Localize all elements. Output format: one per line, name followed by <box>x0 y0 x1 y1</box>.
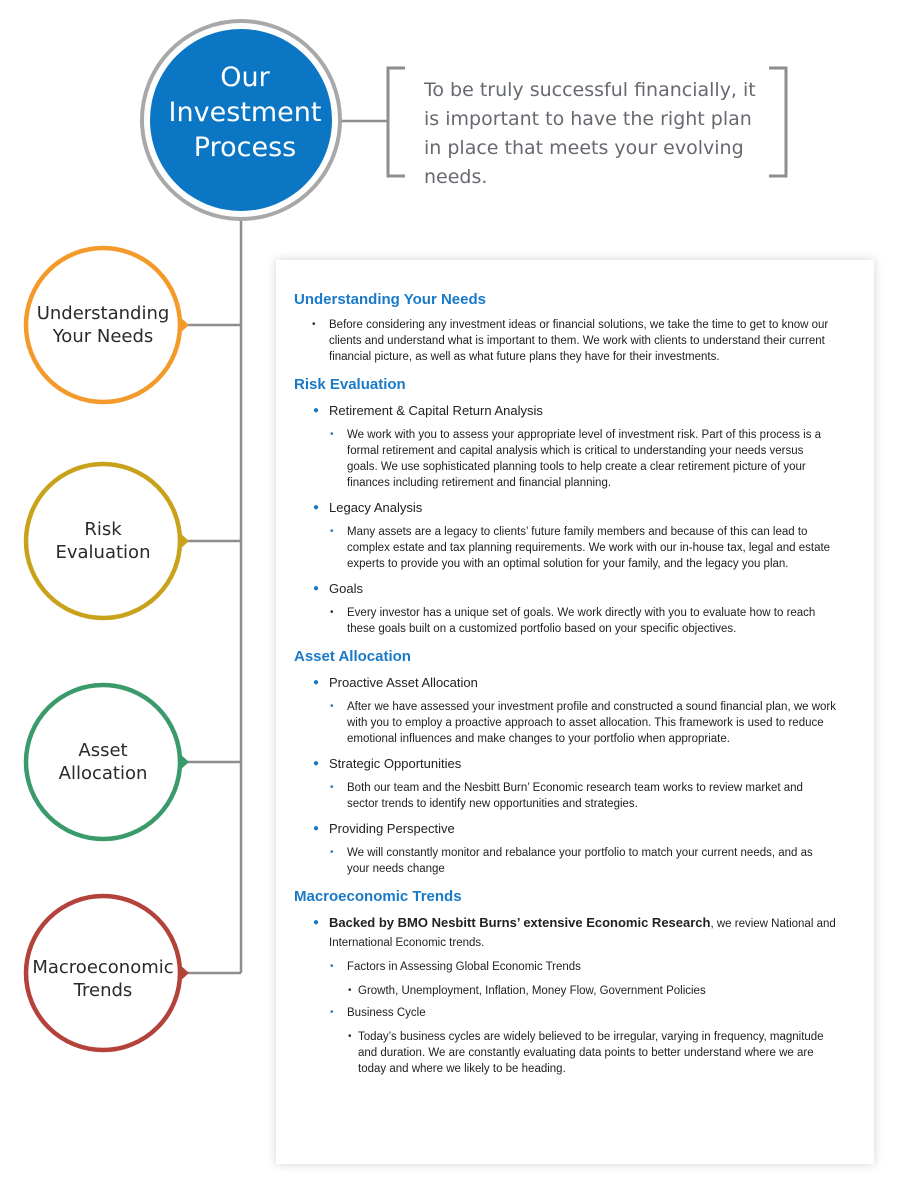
paragraph-text: We work with you to assess your appropriate level of investment risk. Part of this process is a formal retirement and capital analysis which is critical to understanding your needs versus goals. We use sophisticated planning tools to help create a clear retirement picture of your finances including retirement and financial planning. <box>347 429 822 489</box>
paragraph-text: Every investor has a unique set of goals. We work directly with you to evaluate how to reach these goals built on a customized portfolio based on your specific objectives. <box>347 607 816 635</box>
bullet-icon: ● <box>313 823 320 834</box>
content-panel <box>276 260 874 1164</box>
heading-text: Legacy Analysis <box>329 500 423 515</box>
stage-label-4-line-1: Macroeconomic <box>32 957 174 978</box>
nested-paragraph <box>294 1029 836 1077</box>
section-title: Risk Evaluation <box>294 376 406 393</box>
stage-label-1-line-2: Your Needs <box>52 326 154 347</box>
bullet-icon: • <box>330 526 334 537</box>
heading-text: Retirement & Capital Return Analysis <box>329 403 543 418</box>
subsection-paragraph <box>294 427 836 491</box>
section-paragraph <box>294 317 836 365</box>
bullet-icon: • <box>330 429 334 440</box>
item-text: Business Cycle <box>347 1007 426 1019</box>
heading-text: Goals <box>329 581 363 596</box>
section-risk <box>294 375 836 637</box>
subsection-heading <box>294 499 836 517</box>
bullet-icon: ● <box>313 502 320 513</box>
quote-bracket-left <box>388 68 405 176</box>
stage-label-2-line-2: Evaluation <box>55 542 151 563</box>
section-macro <box>294 887 836 1077</box>
nested-paragraph <box>294 983 836 999</box>
bullet-icon: • <box>330 782 334 793</box>
subsection-heading <box>294 820 836 838</box>
heading-text: Proactive Asset Allocation <box>329 675 478 690</box>
stage-label-3-line-2: Allocation <box>58 763 148 784</box>
heading-rest-text: , we review National and International Economic trends. <box>329 918 836 949</box>
bullet-icon: • <box>330 1007 334 1018</box>
subsection-heading <box>294 402 836 420</box>
section-title: Understanding Your Needs <box>294 291 486 308</box>
bullet-icon: • <box>330 701 334 712</box>
subsection-heading <box>294 914 836 952</box>
paragraph-text: Growth, Unemployment, Inflation, Money Flow, Government Policies <box>358 985 706 997</box>
stage-label-3 <box>28 739 178 785</box>
bullet-icon: • <box>348 1031 352 1042</box>
intro-quote: To be truly successful financially, it is important to have the right plan in place that meets your evolving needs. <box>424 79 756 188</box>
main-title-line-1: Our <box>220 62 270 93</box>
paragraph-text: Before considering any investment ideas or financial solutions, we take the time to get to know our clients and understand what is important to them. We work with clients to understand their current financial picture, as well as what future plans they have for their investments. <box>329 319 829 363</box>
bullet-icon: • <box>330 961 334 972</box>
heading-text: Providing Perspective <box>329 821 455 836</box>
bullet-icon: ● <box>313 677 320 688</box>
section-allocation <box>294 647 836 877</box>
subsection-paragraph <box>294 605 836 637</box>
bullet-icon: • <box>312 319 316 330</box>
subsection-paragraph <box>294 699 836 747</box>
section-title: Asset Allocation <box>294 648 411 665</box>
item-text: Factors in Assessing Global Economic Trends <box>347 961 581 973</box>
bullet-icon: • <box>330 607 334 618</box>
bullet-icon: • <box>348 985 352 996</box>
subsection-heading <box>294 674 836 692</box>
subsection-heading <box>294 580 836 598</box>
stage-label-1 <box>28 302 178 348</box>
stage-label-4 <box>28 956 178 1002</box>
subsection-heading <box>294 755 836 773</box>
stage-label-1-line-1: Understanding <box>36 303 170 324</box>
bullet-icon: ● <box>313 758 320 769</box>
main-title-line-2: Investment <box>168 97 322 128</box>
stage-label-2 <box>28 518 178 564</box>
stage-label-2-line-1: Risk <box>84 519 122 540</box>
paragraph-text: After we have assessed your investment profile and constructed a sound financial plan, we work with you to employ a proactive approach to asset allocation. This framework is used to reduce emotional influences and make changes to your portfolio when appropriate. <box>347 701 837 745</box>
subsection-item <box>294 1005 836 1021</box>
paragraph-text: Many assets are a legacy to clients’ future family members and because of this can lead to complex estate and tax planning requirements. We work with our in-house tax, legal and estate experts to provide you with an optimal solution for your family, and the legacy you plan. <box>347 526 831 570</box>
main-title-line-3: Process <box>193 132 297 163</box>
main-title <box>150 60 340 165</box>
bullet-icon: ● <box>313 583 320 594</box>
section-title: Macroeconomic Trends <box>294 888 462 905</box>
paragraph-text: We will constantly monitor and rebalance your portfolio to match your current needs, and as your needs change <box>347 847 813 875</box>
paragraph-text: Both our team and the Nesbitt Burn’ Economic research team works to review market and sector trends to identify new opportunities and strategies. <box>347 782 803 810</box>
heading-bold-text: Backed by BMO Nesbitt Burns’ extensive Economic Research <box>329 915 711 930</box>
heading-text: Strategic Opportunities <box>329 756 462 771</box>
stage-label-3-line-1: Asset <box>78 740 128 761</box>
subsection-item <box>294 959 836 975</box>
stage-label-4-line-2: Trends <box>73 980 133 1001</box>
bullet-icon: • <box>330 847 334 858</box>
section-understanding <box>294 290 836 365</box>
subsection-paragraph <box>294 524 836 572</box>
paragraph-text: Today’s business cycles are widely believed to be irregular, varying in frequency, magnitude and duration. We are constantly evaluating data points to better understand where we are today and where we likely to be heading. <box>358 1031 824 1075</box>
subsection-paragraph <box>294 845 836 877</box>
bullet-icon: ● <box>313 405 320 416</box>
bullet-icon: ● <box>313 917 320 928</box>
subsection-paragraph <box>294 780 836 812</box>
